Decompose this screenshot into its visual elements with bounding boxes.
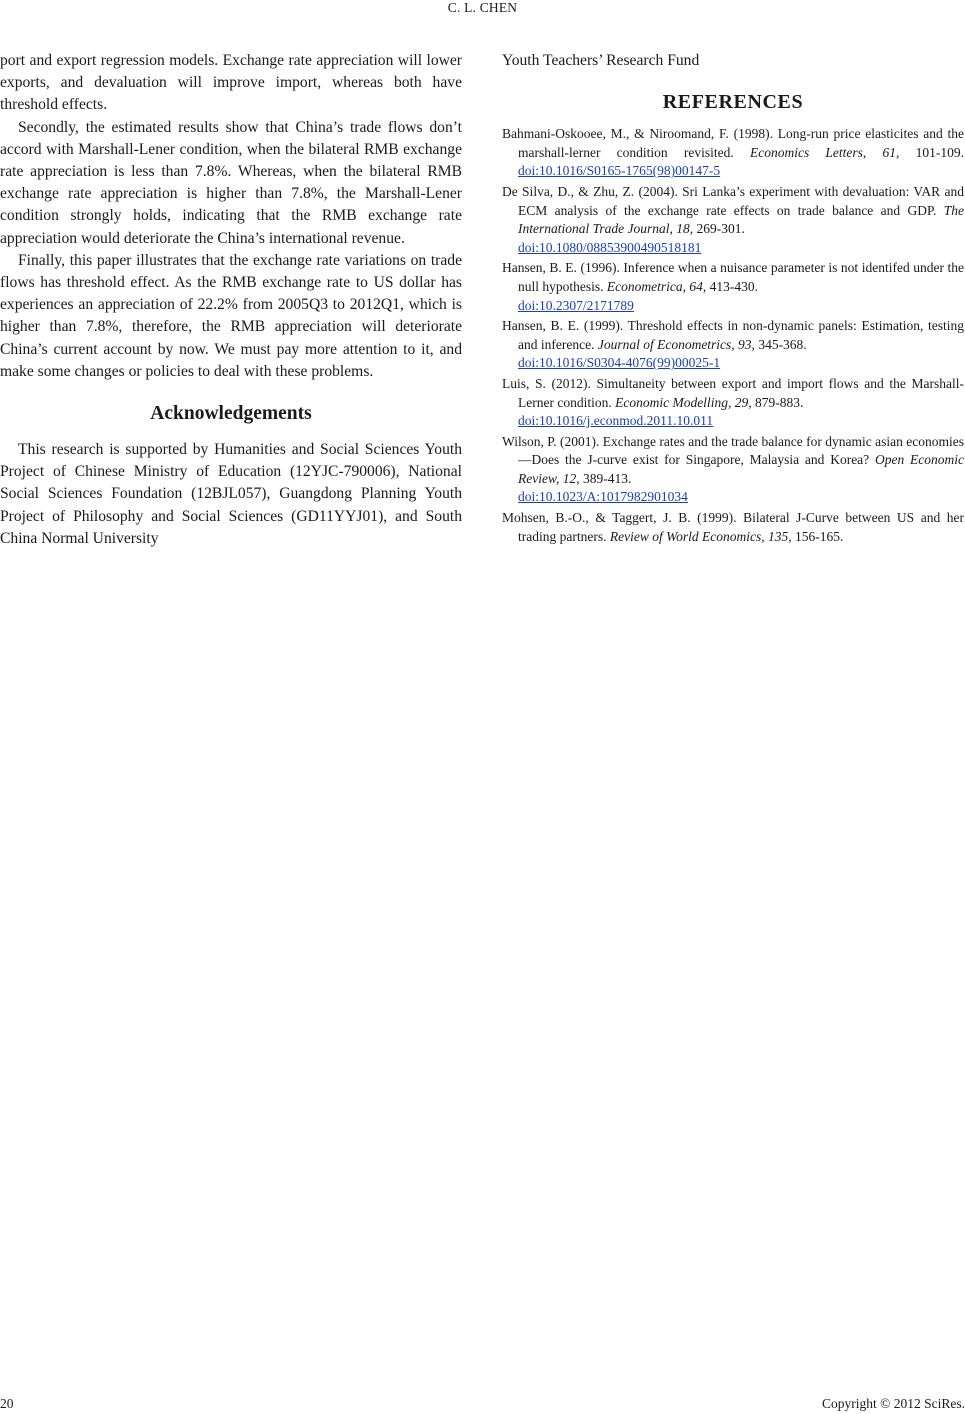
reference-citation: Luis, S. (2012). Simultaneity between export and import flows and the Marshall-Lerner condition.: [502, 375, 964, 410]
reference-journal: Economics Letters, 61,: [749, 144, 900, 160]
doi-link[interactable]: doi:10.1080/08853900490518181: [518, 239, 702, 255]
body-paragraph-3: Finally, this paper illustrates that the exchange rate variations on trade flows has threshold effect. As the RMB exchange rate to US dollar has experiences an appreciation of 22.2% from 2005Q3 to 2012Q1, which is higher than 7.8%, therefore, the RMB appreciation will deteriorate China’s current account by now. We must pay more attention to it, and make some changes or policies to deal with these problems.: [0, 251, 462, 380]
reference-journal: Econometrica, 64,: [606, 278, 707, 294]
body-paragraph-1: port and export regression models. Exchange rate appreciation will lower exports, and devaluation will improve import, whereas both have threshold effects.: [0, 52, 462, 114]
reference-journal: Open Economic Review, 12,: [518, 452, 964, 486]
reference-citation: Mohsen, B.-O., & Taggert, J. B. (1999). Bilateral J-Curve between US and her trading partners.: [502, 510, 964, 544]
doi-link[interactable]: doi:10.1016/S0304-4076(99)00025-1: [518, 355, 721, 371]
reference-pages: 389-413.: [579, 470, 632, 486]
reference-item: [502, 317, 964, 373]
acknowledgements-text: This research is supported by Humanities and Social Sciences Youth Project of Chinese Ministry of Education (12YJC-790006), National Social Sciences Foundation (12BJL057), Guangdong Planning Youth Project of Philosophy and Social Sciences (GD11YYJ01), and South China Normal University: [0, 441, 462, 547]
reference-pages: 345-368.: [754, 336, 807, 352]
reference-item: [502, 125, 964, 181]
doi-link[interactable]: doi:10.1016/S0165-1765(98)00147-5: [518, 163, 721, 179]
acknowledgements-continuation: Youth Teachers’ Research Fund: [502, 52, 700, 69]
running-head: C. L. CHEN: [447, 0, 518, 15]
reference-pages: 156-165.: [791, 528, 844, 544]
reference-citation: Hansen, B. E. (1999). Threshold effects in non-dynamic panels: Estimation, testing and inference.: [502, 318, 964, 352]
reference-pages: 101-109.: [899, 144, 964, 160]
references-heading: REFERENCES: [662, 91, 804, 114]
page-number: 20: [0, 1396, 14, 1411]
doi-link[interactable]: doi:10.2307/2171789: [518, 297, 634, 313]
right-column: [502, 50, 964, 548]
reference-pages: 879-883.: [751, 394, 804, 410]
acknowledgements-heading: Acknowledgements: [150, 403, 312, 425]
reference-item: [502, 433, 964, 507]
reference-citation: Wilson, P. (2001). Exchange rates and the trade balance for dynamic asian economies—Does the J-curve exist for Singapore, Malaysia and Korea?: [502, 433, 964, 468]
reference-pages: 269-301.: [693, 221, 745, 237]
doi-link[interactable]: doi:10.1023/A:1017982901034: [518, 489, 688, 505]
left-column: [0, 50, 462, 550]
copyright-notice: Copyright © 2012 SciRes.: [821, 1396, 965, 1411]
reference-journal: The International Trade Journal, 18,: [518, 202, 964, 237]
reference-item: [502, 259, 964, 315]
reference-journal: Economic Modelling, 29,: [615, 394, 752, 410]
reference-citation: Hansen, B. E. (1996). Inference when a nuisance parameter is not identifed under the null hypothesis.: [502, 260, 964, 294]
reference-citation: Bahmani-Oskooee, M., & Niroomand, F. (1998). Long-run price elasticites and the marshall-lerner condition revisited.: [502, 126, 964, 160]
reference-journal: Journal of Econometrics, 93,: [597, 336, 755, 352]
reference-pages: 413-430.: [706, 278, 758, 294]
reference-item: [502, 183, 964, 257]
reference-item: [502, 375, 964, 431]
reference-list: [502, 125, 964, 546]
doi-link[interactable]: doi:10.1016/j.econmod.2011.10.011: [518, 413, 714, 429]
reference-citation: De Silva, D., & Zhu, Z. (2004). Sri Lanka’s experiment with devaluation: VAR and ECM analysis of the exchange rate effects on trade balance and GDP.: [502, 183, 964, 218]
body-paragraph-2: Secondly, the estimated results show that China’s trade flows don’t accord with Marshall-Lener condition, when the bilateral RMB exchange rate appreciation is less than 7.8%. Whereas, when the bilateral RMB exchange rate appreciation is higher than 7.8%, the Marshall-Lener condition strongly holds, indicating that the RMB exchange rate appreciation would deteriorate the China’s international revenue.: [0, 118, 462, 247]
reference-journal: Review of World Economics, 135,: [609, 528, 792, 544]
reference-item: [502, 509, 964, 546]
